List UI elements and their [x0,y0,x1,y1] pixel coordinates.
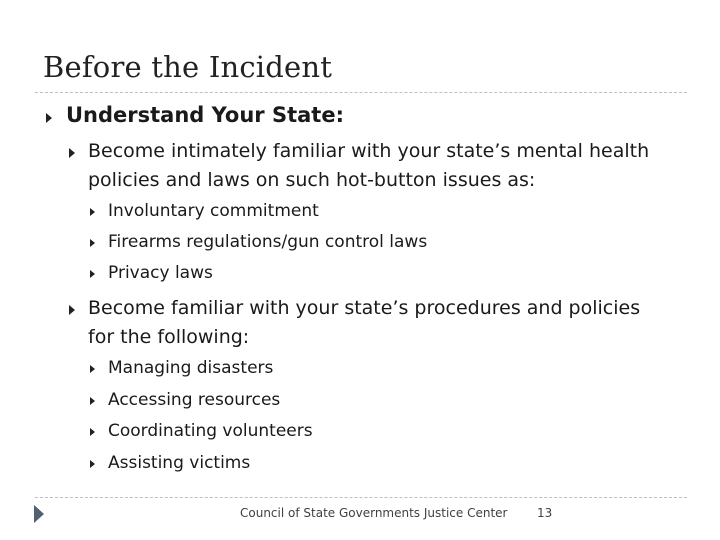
point-1-line-1: Become intimately familiar with your state’s mental health [88,140,650,162]
triangle-bullet-icon [90,428,95,436]
title-divider [35,92,687,93]
point-2-line-1: Become familiar with your state’s procedures and policies [88,297,641,319]
footer-divider [35,497,687,498]
list-item: Involuntary commitment [108,201,319,221]
triangle-bullet-icon [46,113,52,123]
triangle-bullet-icon [90,460,95,468]
footer-organization: Council of State Governments Justice Center [240,506,508,520]
point-2-line-2: for the following: [88,326,250,348]
triangle-bullet-icon [90,365,95,373]
list-item: Assisting victims [108,453,251,473]
list-item: Coordinating volunteers [108,421,313,441]
list-item: Managing disasters [108,358,274,378]
triangle-bullet-icon [90,397,95,405]
list-item: Firearms regulations/gun control laws [108,232,428,252]
list-item: Accessing resources [108,390,281,410]
triangle-bullet-icon [69,148,75,158]
triangle-bullet-icon [90,208,95,216]
triangle-bullet-icon [90,270,95,278]
point-1-line-2: policies and laws on such hot-button issues as: [88,169,536,191]
corner-arrow-icon [34,505,44,523]
slide-title: Before the Incident [43,50,333,84]
list-item: Privacy laws [108,263,213,283]
triangle-bullet-icon [69,305,75,315]
triangle-bullet-icon [90,239,95,247]
section-heading: Understand Your State: [66,103,344,127]
page-number: 13 [537,506,553,520]
